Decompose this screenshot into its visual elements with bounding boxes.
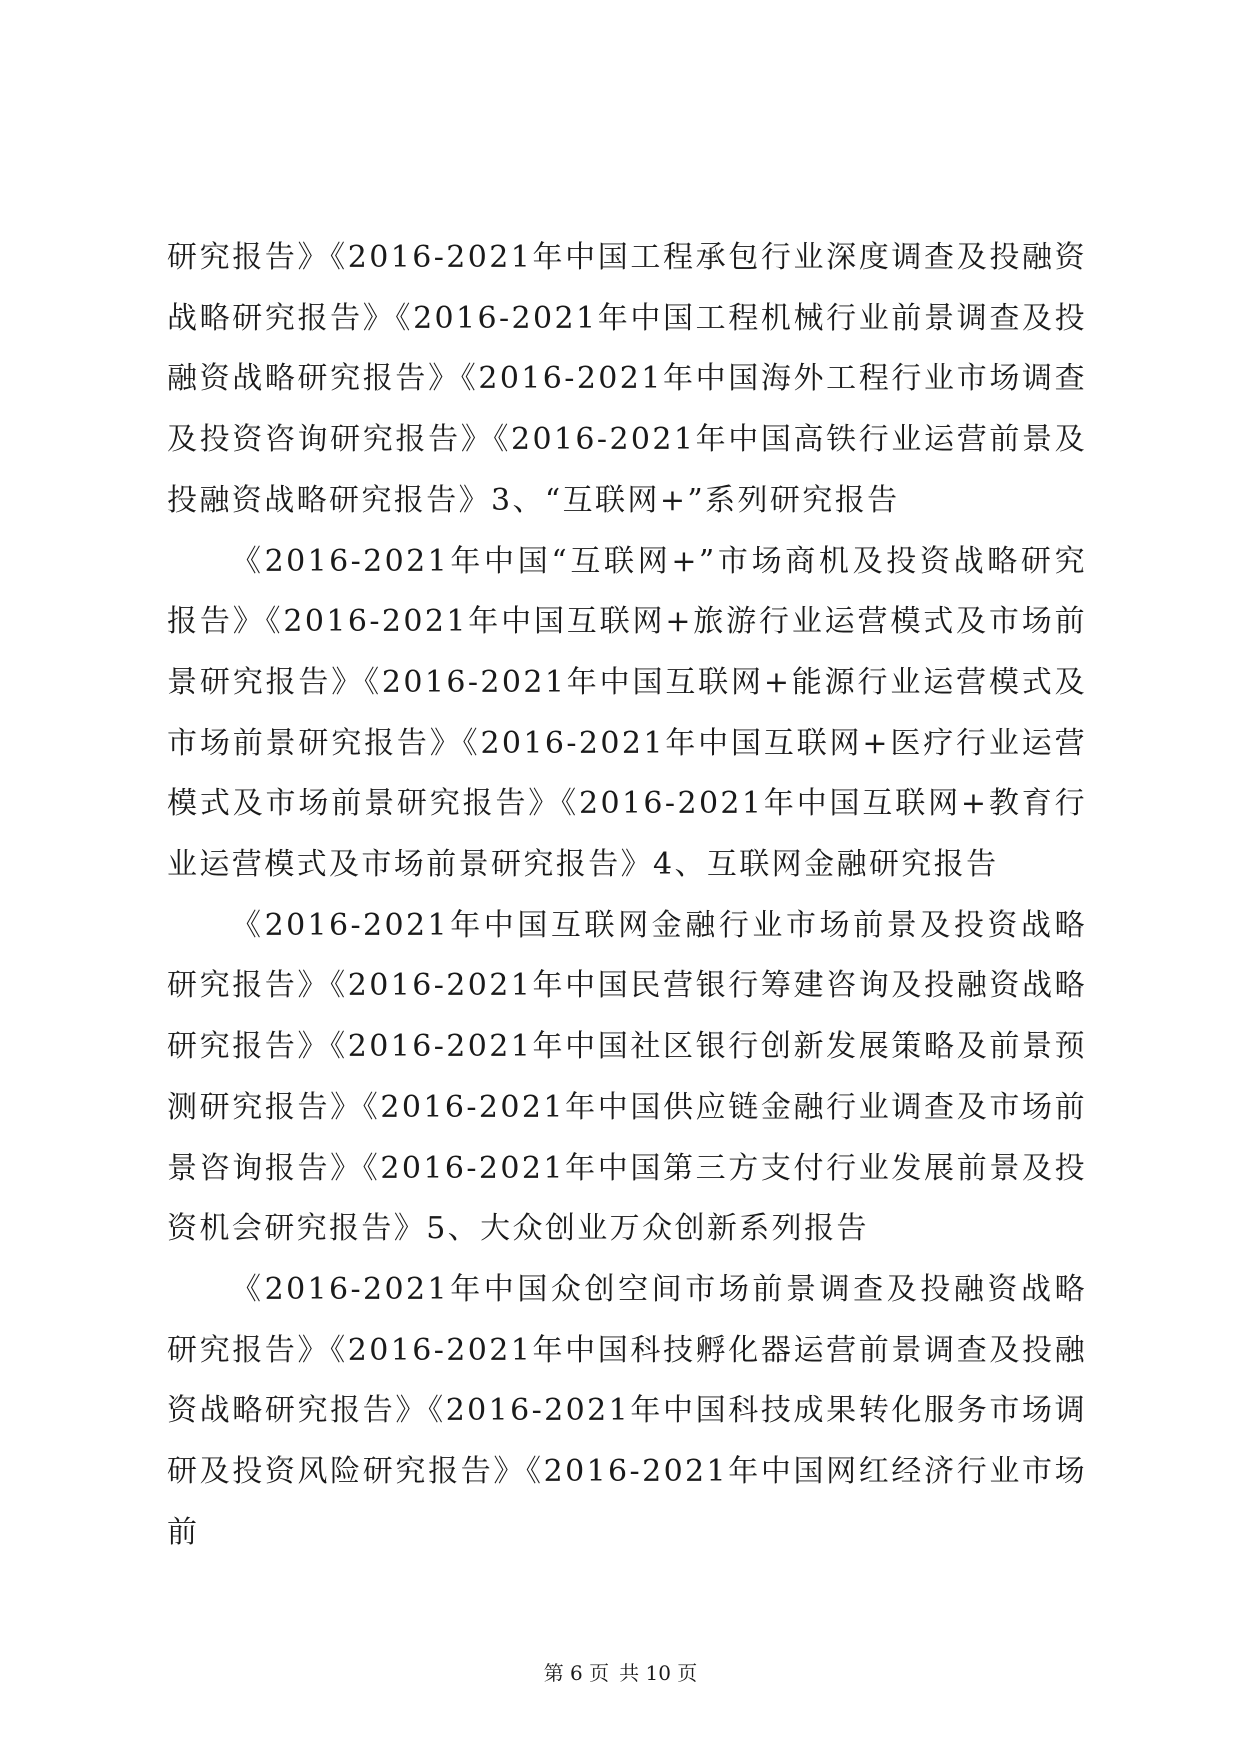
total-pages: 共 10 页	[619, 1661, 698, 1685]
paragraph-internet-plus: 《2016-2021年中国“互联网+”市场商机及投资战略研究报告》《2016-2021年中国互联网+旅游行业运营模式及市场前景研究报告》《2016-2021年中国互联网+能源行业运营模式及市场前景研究报告》《2016-2021年中国互联网+医疗行业运营模式及市场前景研究报告》《2016-2021年中国互联网+教育行业运营模式及市场前景研究报告》4、互联网金融研究报告	[167, 543, 1087, 883]
document-body	[167, 228, 1087, 1563]
paragraph-mass-entrepreneurship: 《2016-2021年中国众创空间市场前景调查及投融资战略研究报告》《2016-2021年中国科技孵化器运营前景调查及投融资战略研究报告》《2016-2021年中国科技成果转化服务市场调研及投资风险研究报告》《2016-2021年中国网红经济行业市场前	[167, 1271, 1087, 1550]
paragraph-continuation: 研究报告》《2016-2021年中国工程承包行业深度调查及投融资战略研究报告》《2016-2021年中国工程机械行业前景调查及投融资战略研究报告》《2016-2021年中国海外工程行业市场调查及投资咨询研究报告》《2016-2021年中国高铁行业运营前景及投融资战略研究报告》3、“互联网+”系列研究报告	[167, 240, 1087, 518]
page-number: 第 6 页	[543, 1661, 610, 1685]
paragraph-internet-finance: 《2016-2021年中国互联网金融行业市场前景及投资战略研究报告》《2016-2021年中国民营银行筹建咨询及投融资战略研究报告》《2016-2021年中国社区银行创新发展策略及前景预测研究报告》《2016-2021年中国供应链金融行业调查及市场前景咨询报告》《2016-2021年中国第三方支付行业发展前景及投资机会研究报告》5、大众创业万众创新系列报告	[167, 907, 1087, 1247]
page-footer	[0, 1659, 1241, 1687]
